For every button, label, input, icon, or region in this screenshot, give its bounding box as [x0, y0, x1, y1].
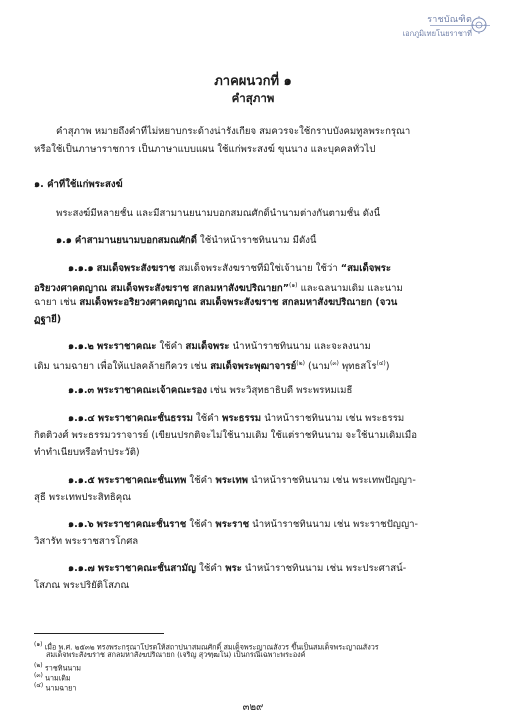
item-number: ๑.๑.๓	[68, 385, 95, 396]
paragraph-1-1-6-line-2: วิสารัท พระราชสารโกศล	[34, 536, 139, 547]
item-number: ๑.๑.๕	[68, 475, 95, 486]
footnote-text: เมื่อ พ.ศ. ๒๕๓๒ ทรงพระกรุณาโปรดให้สถาปนาสมณศักดิ์ สมเด็จพระญาณสังวร ขึ้นเป็นสมเด็จพระญาณสังวร	[42, 642, 379, 652]
item-heading: พระราชาคณะชั้นราช	[96, 519, 187, 530]
footnote-text: สมเด็จพระสังฆราช สกลมหาสังฆปริณายก (เจริญ สุวฑฺฒโน) เป็นกรณีเฉพาะพระองค์	[46, 650, 306, 659]
footnote-divider	[34, 633, 164, 634]
subsection-1-1	[34, 234, 474, 247]
institution-logo	[396, 6, 488, 48]
item-text: นำหน้าราชทินนาม และจะลงนาม	[229, 341, 371, 352]
footnote-ref: (๑)	[289, 282, 298, 289]
subsection-text: ใช้นำหน้าราชทินนาม มีดังนี้	[196, 235, 317, 246]
item-text: สมเด็จพระสังฆราชที่มิใช่เจ้านาย ใช้ว่า	[175, 263, 341, 274]
appendix-title: ภาคผนวกที่ ๑	[214, 74, 292, 89]
appendix-subtitle: คำสุภาพ	[231, 91, 275, 105]
intro-line-1: คำสุภาพ หมายถึงคำที่ไม่หยาบกระด้างน่ารังเกียจ สมควรจะใช้กราบบังคมทูลพระกรุณา	[56, 126, 411, 137]
footnote-ref: (๓)	[330, 360, 339, 367]
section-heading-monks: ๑. คำที่ใช้แก่พระสงฆ์	[34, 179, 123, 190]
item-text: ใช้คำ	[196, 563, 226, 574]
paragraph-1-1-4-line-2: กิตติวงศ์ พระธรรมวราจารย์ (เขียนปรกติจะไม่ใช้นามเดิม ใช้แต่ราชทินนาม จะใช้นามเดิมเมื่อ	[34, 430, 417, 441]
footnote-marker: (๔)	[34, 682, 44, 689]
item-text: ฉายา เช่น	[34, 297, 80, 308]
item-text: เช่น พระวิสุทธาธิบดี พระพรหมเมธี	[207, 385, 353, 396]
item-text: ใช้คำ	[186, 475, 216, 486]
footnote-1-line-2	[34, 650, 474, 659]
footnote-marker: (๑)	[34, 641, 43, 648]
item-text: (นาม	[304, 361, 330, 373]
item-text: เดิม นามฉายา เพื่อให้แปลคล้ายกีควร เช่น	[34, 361, 211, 373]
item-number: ๑.๑.๒	[68, 341, 94, 352]
item-heading: พระราชาคณะชั้นธรรม	[97, 413, 193, 424]
footnote-4	[34, 681, 474, 692]
paragraph-1-1-1-line-2	[34, 279, 474, 295]
item-emphasis: ฏฐายี)	[34, 314, 62, 325]
item-heading: พระราชาคณะ	[96, 341, 157, 352]
item-heading: พระราชาคณะชั้นเทพ	[97, 475, 187, 486]
logo-name: ราชบัณฑิต	[427, 15, 472, 25]
paragraph-1-1-4-line-1	[34, 412, 474, 425]
paragraph-1-1-1-line-1	[34, 262, 474, 275]
item-number: ๑.๑.๗	[68, 563, 95, 574]
item-heading: พระราชาคณะชั้นสามัญ	[97, 563, 197, 574]
item-text: ใช้คำ	[156, 341, 186, 352]
footnote-ref: (๔)	[376, 360, 386, 367]
paragraph-1-1-2-line-2	[34, 357, 474, 373]
item-emphasis: พระ	[225, 563, 242, 574]
item-text: ใช้คำ	[192, 413, 223, 424]
footnote-ref: (๒)	[296, 360, 305, 367]
footnote-marker: (๓)	[34, 672, 43, 679]
page-number: ๓๒๙	[242, 702, 264, 713]
item-text: )	[385, 361, 390, 373]
item-text: นำหน้าราชทินนาม เช่น พระเทพปัญญา-	[248, 475, 416, 486]
paragraph-1-1-3	[34, 384, 474, 397]
footnote-text: นามเดิม	[42, 673, 71, 683]
logo-subtitle: เอกภูมิเทยโนยราชาที่	[402, 29, 472, 38]
item-text: นำหน้าราชทินนาม เช่น พระธรรม	[261, 413, 405, 424]
item-emphasis: พระเทพ	[215, 475, 249, 486]
item-number: ๑.๑.๔	[68, 413, 95, 424]
paragraph-1-1-4-line-3: ทำทำเนียบหรือทำประวัติ)	[34, 447, 140, 458]
section-intro-text: พระสงฆ์มีหลายชั้น และมีสามานยนามบอกสมณศักดิ์นำนามต่างกันตามชั้น ดังนี้	[56, 208, 381, 219]
item-text: นำหน้าราชทินนาม เช่น พระประศาสน์-	[241, 563, 407, 574]
item-number: ๑.๑.๑	[68, 263, 94, 274]
item-emphasis: สมเด็จพระ	[185, 341, 230, 352]
item-emphasis: สมเด็จพระพุฒาจารย์	[210, 361, 297, 373]
footnote-text: นามฉายา	[43, 683, 77, 693]
footnote-text: ราชทินนาม	[42, 663, 82, 673]
paragraph-1-1-1-line-4	[34, 313, 474, 326]
paragraph-1-1-6-line-1	[34, 518, 474, 531]
intro-line-2: หรือใช้เป็นภาษาราชการ เป็นภาษาแบบแผน ใช้แก่พระสงฆ์ ขุนนาง และบุคคลทั่วไป	[34, 144, 376, 155]
paragraph-1-1-5-line-1	[34, 474, 474, 487]
item-text: นำหน้าราชทินนาม เช่น พระราชปัญญา-	[249, 519, 418, 530]
item-emphasis: พระธรรม	[222, 413, 262, 424]
item-emphasis: “สมเด็จพระ	[340, 263, 392, 274]
item-emphasis: พระราช	[215, 519, 250, 530]
paragraph-1-1-1-line-3	[34, 296, 474, 309]
item-emphasis: อริยวงศาคตญาณ สมเด็จพระสังฆราช สกลมหาสังฆปริณายก”	[34, 283, 290, 295]
footnote-marker: (๒)	[34, 662, 43, 669]
item-emphasis: สมเด็จพระอริยวงศาคตญาณ สมเด็จพระสังฆราช สกลมหาสังฆปริณายก (จวน	[79, 297, 398, 308]
item-text: ใช้คำ	[186, 519, 216, 530]
seal-icon	[470, 14, 488, 36]
paragraph-1-1-5-line-2: สุธี พระเทพประสิทธิคุณ	[34, 492, 132, 503]
paragraph-1-1-2-line-1	[34, 340, 474, 353]
subsection-heading: คำสามานยนามบอกสมณศักดิ์	[74, 235, 197, 246]
item-heading: สมเด็จพระสังฆราช	[96, 263, 176, 274]
item-number: ๑.๑.๖	[68, 519, 94, 530]
item-heading: พระราชาคณะเจ้าคณะรอง	[97, 385, 207, 396]
subsection-number: ๑.๑	[56, 235, 72, 246]
paragraph-1-1-7-line-2: โสภณ พระปริยัติโสภณ	[34, 580, 130, 591]
item-text: และฉลนามเดิม และนาม	[297, 283, 403, 295]
item-text: พุทธสโร	[338, 361, 377, 373]
paragraph-1-1-7-line-1	[34, 562, 474, 575]
